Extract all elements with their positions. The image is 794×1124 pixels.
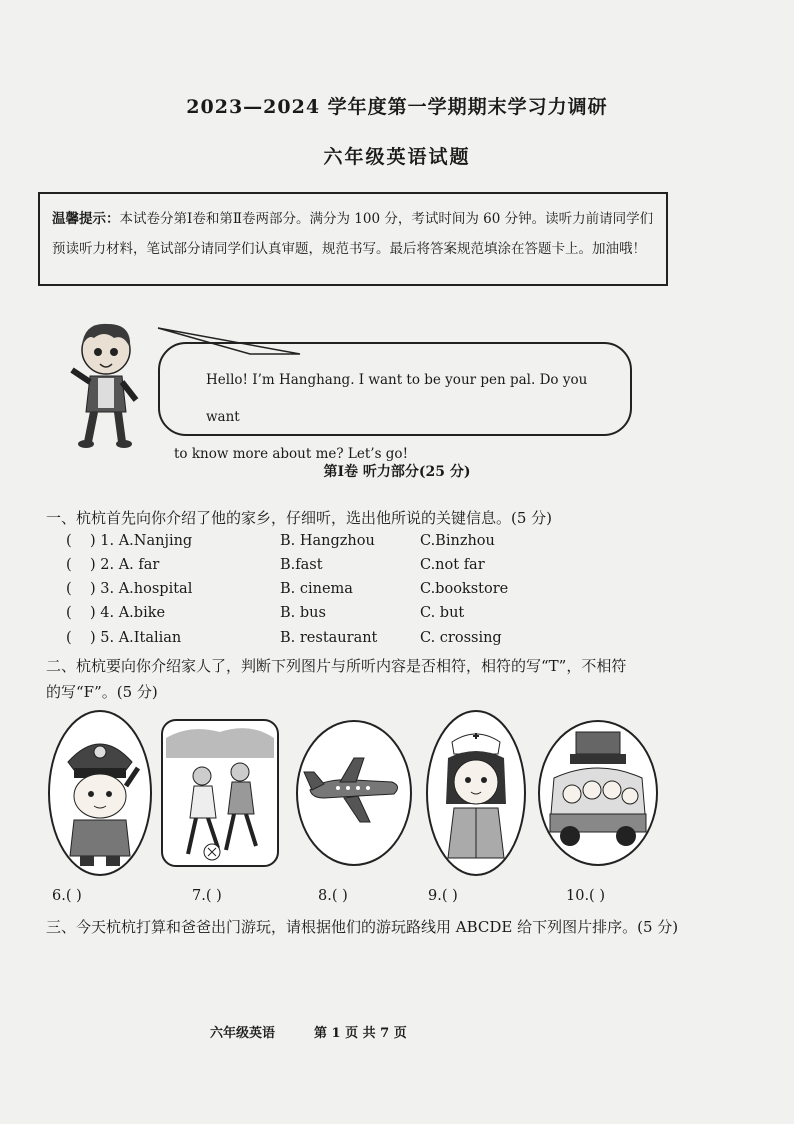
- option-b: B.fast: [280, 557, 323, 573]
- option-a: ) 5. A.Italian: [90, 630, 182, 646]
- speech-bubble: [158, 342, 632, 462]
- section-two-heading-line-1: 二、杭杭要向你介绍家人了，判断下列图片与所听内容是否相符，相符的写“T”，不相符: [46, 657, 627, 675]
- exam-title: 2023—2024 学年度第一学期期末学习力调研: [186, 96, 608, 118]
- option-c: C.Binzhou: [420, 533, 495, 549]
- section-two-heading-line-2: 的写“F”。(5 分): [46, 683, 158, 701]
- footer-page-number: 第 1 页 共 7 页: [314, 1026, 407, 1041]
- answer-blank-9[interactable]: 9.( ): [428, 888, 458, 904]
- answer-paren[interactable]: (: [66, 557, 72, 573]
- tip-box: [38, 192, 668, 286]
- footer-subject: 六年级英语: [210, 1026, 276, 1041]
- option-c: C.not far: [420, 557, 485, 573]
- section-three-heading: 三、今天杭杭打算和爸爸出门游玩，请根据他们的游玩路线用 ABCDE 给下列图片排序。(5 分): [46, 918, 679, 936]
- option-c: C. crossing: [420, 630, 502, 646]
- nurse-picture: [424, 708, 528, 878]
- answer-blank-10[interactable]: 10.( ): [566, 888, 605, 904]
- option-a: ) 3. A.hospital: [90, 581, 193, 597]
- section-one-heading: 一、杭杭首先向你介绍了他的家乡，仔细听，选出他所说的关键信息。(5 分): [46, 509, 553, 527]
- option-b: B. bus: [280, 605, 326, 621]
- option-c: C. but: [420, 605, 465, 621]
- answer-paren[interactable]: (: [66, 605, 72, 621]
- family-car-picture: [536, 718, 660, 868]
- option-c: C.bookstore: [420, 581, 509, 597]
- bubble-line-1: Hello! I’m Hanghang. I want to be your pen pal. Do you want: [206, 372, 588, 425]
- answer-paren[interactable]: (: [66, 533, 72, 549]
- tip-label: 温馨提示：: [52, 211, 120, 227]
- airplane-picture: [294, 718, 414, 868]
- option-a: ) 1. A.Nanjing: [90, 533, 193, 549]
- football-players-picture: [160, 718, 280, 868]
- cartoon-boy-illustration: [64, 320, 144, 450]
- answer-paren[interactable]: (: [66, 630, 72, 646]
- answer-blank-6[interactable]: 6.( ): [52, 888, 82, 904]
- option-b: B. restaurant: [280, 630, 378, 646]
- option-b: B. cinema: [280, 581, 353, 597]
- bubble-line-2: to know more about me? Let’s go!: [174, 446, 408, 462]
- answer-paren[interactable]: (: [66, 581, 72, 597]
- answer-blank-8[interactable]: 8.( ): [318, 888, 348, 904]
- answer-blank-7[interactable]: 7.( ): [192, 888, 222, 904]
- picture-row: [46, 708, 766, 878]
- tip-text: 本试卷分第Ⅰ卷和第Ⅱ卷两部分。满分为 100 分，考试时间为 60 分钟。读听力前请同学们预读听力材料，笔试部分请同学们认真审题，规范书写。最后将答案规范填涂在答题卡上。加油哦！: [52, 211, 654, 257]
- option-a: ) 2. A. far: [90, 557, 160, 573]
- picture-answer-labels: [0, 888, 794, 908]
- part-one-title: 第Ⅰ卷 听力部分(25 分): [323, 464, 471, 480]
- police-boy-picture: [46, 708, 154, 878]
- exam-subtitle: 六年级英语试题: [323, 146, 471, 168]
- option-a: ) 4. A.bike: [90, 605, 166, 621]
- option-b: B. Hangzhou: [280, 533, 375, 549]
